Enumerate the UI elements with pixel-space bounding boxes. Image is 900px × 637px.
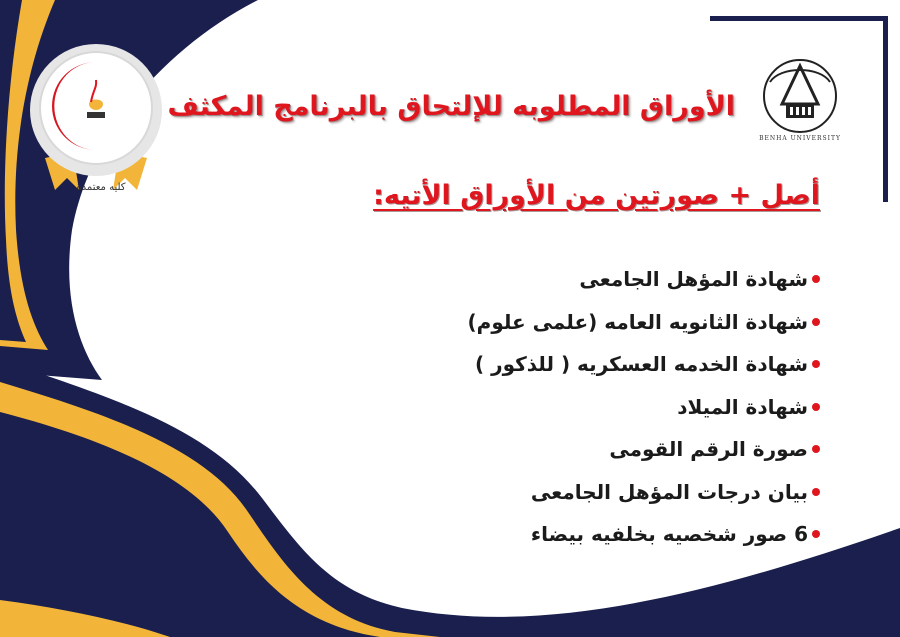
benha-university-emblem-icon: [740, 58, 860, 136]
documents-list: [370, 258, 820, 556]
document-label: 6 صور شخصيه بخلفيه بيضاء: [530, 522, 808, 547]
list-item: [370, 428, 820, 471]
page-subtitle: أصل + صورتين من الأوراق الأتيه:: [373, 180, 820, 211]
bullet-icon: [812, 403, 820, 411]
list-item: [370, 513, 820, 556]
university-logo: [740, 58, 860, 144]
document-label: صورة الرقم القومى: [609, 437, 808, 462]
badge-caption: كليه معتمدة: [76, 182, 126, 193]
document-label: بيان درجات المؤهل الجامعى: [530, 479, 808, 504]
bullet-icon: [812, 530, 820, 538]
accreditation-badge: [27, 40, 165, 193]
university-name-text: BENHA UNIVERSITY: [759, 135, 841, 142]
nursing-crescent-lamp-icon: [27, 40, 165, 190]
list-item: [370, 343, 820, 386]
list-item: [370, 258, 820, 301]
list-item: [370, 301, 820, 344]
list-item: [370, 471, 820, 514]
document-label: شهادة الميلاد: [677, 394, 808, 419]
bullet-icon: [812, 445, 820, 453]
bullet-icon: [812, 275, 820, 283]
bullet-icon: [812, 318, 820, 326]
list-item: [370, 386, 820, 429]
document-label: شهادة الخدمه العسكريه ( للذكور ): [474, 352, 808, 377]
document-label: شهادة الثانويه العامه (علمى علوم): [467, 309, 808, 334]
bullet-icon: [812, 360, 820, 368]
page-title: الأوراق المطلوبه للإلتحاق بالبرنامج المكثف: [167, 91, 735, 122]
document-label: شهادة المؤهل الجامعى: [579, 267, 808, 292]
bullet-icon: [812, 488, 820, 496]
